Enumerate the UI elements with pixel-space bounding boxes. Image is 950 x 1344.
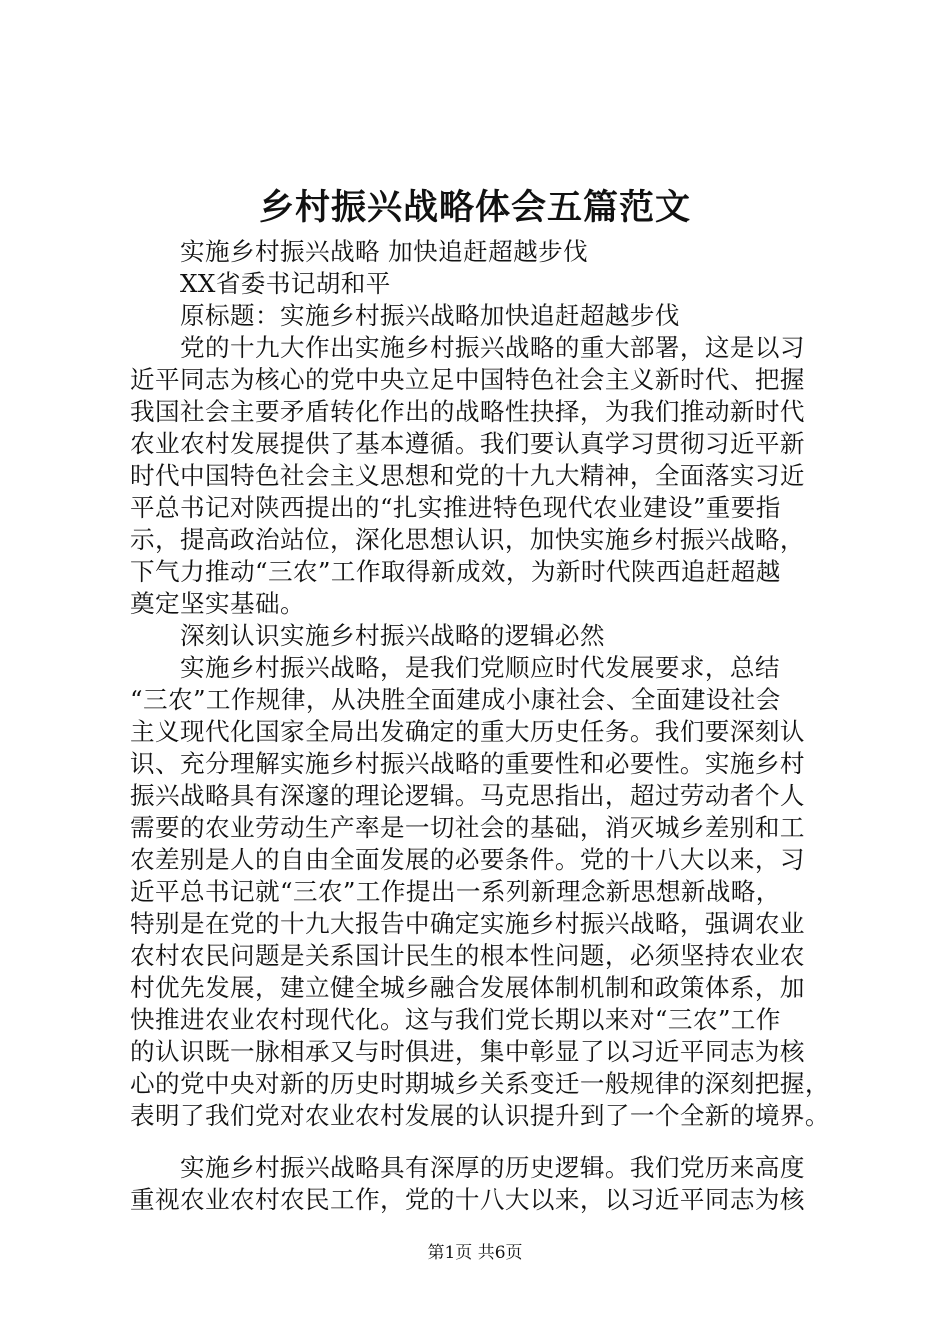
subtitle-line: 实施乡村振兴战略 加快追赶超越步伐 <box>180 237 589 266</box>
original-title-line: 原标题：实施乡村振兴战略加快追赶超越步伐 <box>180 301 680 330</box>
body-line: “三农”工作规律，从决胜全面建成小康社会、全面建设社会 <box>130 685 781 714</box>
body-line: 农村农民问题是关系国计民生的根本性问题，必须坚持农业农 <box>130 941 805 970</box>
body-line: 我国社会主要矛盾转化作出的战略性抉择，为我们推动新时代 <box>130 397 805 426</box>
page-number: 第1页 共6页 <box>427 1243 523 1263</box>
section-heading: 深刻认识实施乡村振兴战略的逻辑必然 <box>180 621 605 650</box>
body-line: 心的党中央对新的历史时期城乡关系变迁一般规律的深刻把握， <box>130 1069 830 1098</box>
body-line: 识、充分理解实施乡村振兴战略的重要性和必要性。实施乡村 <box>130 749 805 778</box>
body-line: 近平总书记就“三农”工作提出一系列新理念新思想新战略， <box>130 877 781 906</box>
body-line: 农业农村发展提供了基本遵循。我们要认真学习贯彻习近平新 <box>130 429 805 458</box>
body-line: 振兴战略具有深邃的理论逻辑。马克思指出，超过劳动者个人 <box>130 781 805 810</box>
author-line: XX省委书记胡和平 <box>180 269 391 298</box>
body-line: 农差别是人的自由全面发展的必要条件。党的十八大以来，习 <box>130 845 805 874</box>
body-line: 需要的农业劳动生产率是一切社会的基础，消灭城乡差别和工 <box>130 813 805 842</box>
body-line: 示，提高政治站位，深化思想认识，加快实施乡村振兴战略， <box>130 525 805 554</box>
body-line: 的认识既一脉相承又与时俱进，集中彰显了以习近平同志为核 <box>130 1037 805 1066</box>
body-line: 党的十九大作出实施乡村振兴战略的重大部署，这是以习 <box>180 333 805 362</box>
body-line: 实施乡村振兴战略具有深厚的历史逻辑。我们党历来高度 <box>180 1153 805 1182</box>
body-line: 平总书记对陕西提出的“扎实推进特色现代农业建设”重要指 <box>130 493 781 522</box>
body-line: 下气力推动“三农”工作取得新成效，为新时代陕西追赶超越 <box>130 557 781 586</box>
document-title: 乡村振兴战略体会五篇范文 <box>258 187 691 228</box>
body-line: 快推进农业农村现代化。这与我们党长期以来对“三农”工作 <box>130 1005 781 1034</box>
body-line: 实施乡村振兴战略，是我们党顺应时代发展要求，总结 <box>180 653 780 682</box>
body-line: 主义现代化国家全局出发确定的重大历史任务。我们要深刻认 <box>130 717 805 746</box>
body-line: 村优先发展，建立健全城乡融合发展体制机制和政策体系，加 <box>130 973 805 1002</box>
body-line: 重视农业农村农民工作，党的十八大以来，以习近平同志为核 <box>130 1185 805 1214</box>
body-line: 特别是在党的十九大报告中确定实施乡村振兴战略，强调农业 <box>130 909 805 938</box>
body-line: 奠定坚实基础。 <box>130 589 305 618</box>
body-line: 近平同志为核心的党中央立足中国特色社会主义新时代、把握 <box>130 365 805 394</box>
body-line: 时代中国特色社会主义思想和党的十九大精神，全面落实习近 <box>130 461 805 490</box>
body-line: 表明了我们党对农业农村发展的认识提升到了一个全新的境界。 <box>130 1101 830 1130</box>
